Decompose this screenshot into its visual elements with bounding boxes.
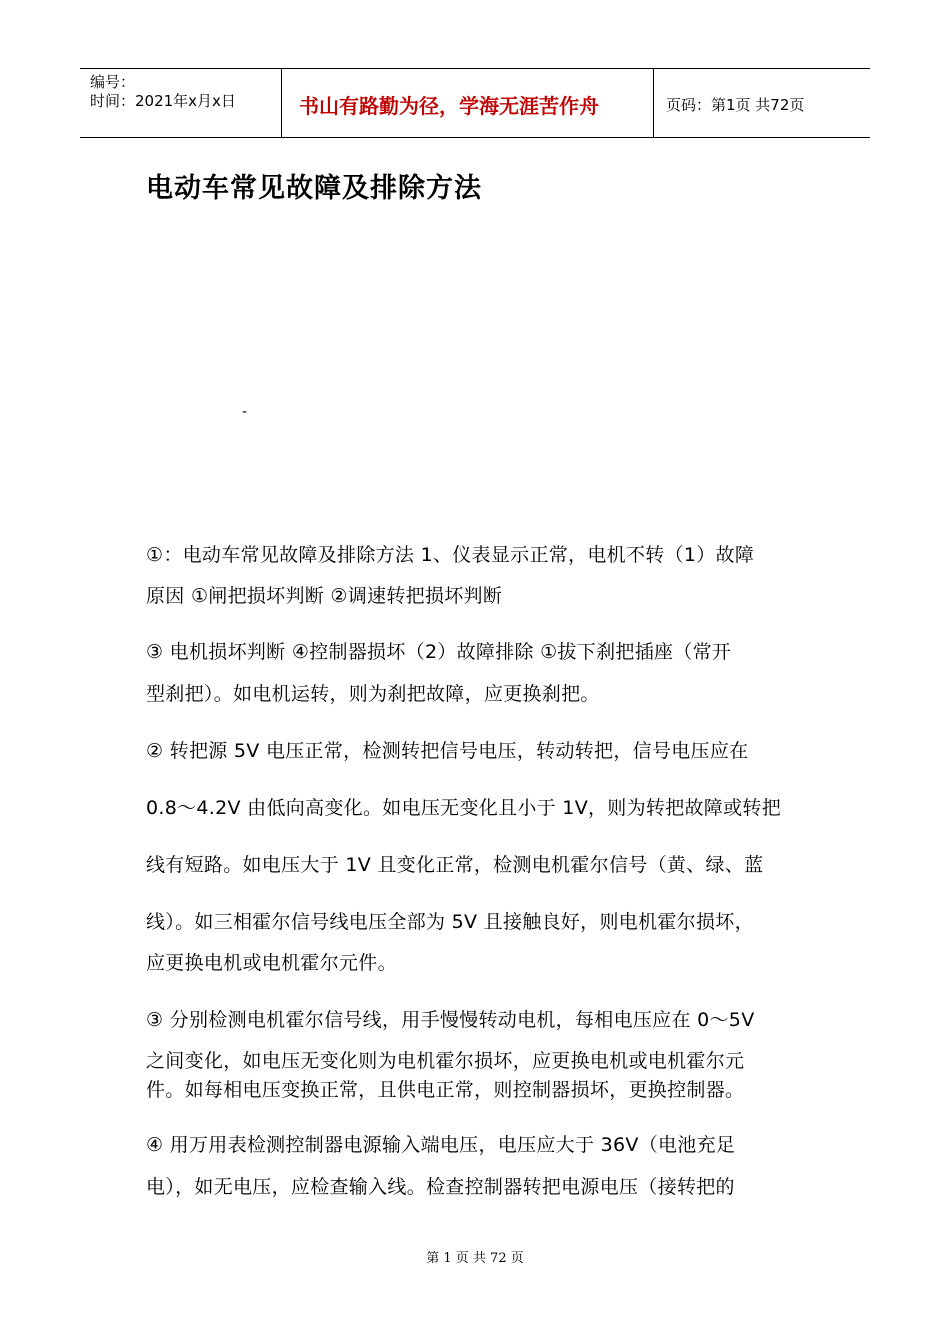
body-line: ③ 分别检测电机霍尔信号线，用手慢慢转动电机，每相电压应在 0～5V	[146, 1009, 755, 1031]
body-line: 应更换电机或电机霍尔元件。	[146, 952, 397, 974]
header-meta	[80, 69, 282, 137]
body-line: 原因 ①闸把损坏判断 ②调速转把损坏判断	[146, 585, 503, 607]
body-line: 件。如每相电压变换正常，且供电正常，则控制器损坏，更换控制器。	[146, 1079, 745, 1101]
header-motto: 书山有路勤为径，学海无涯苦作舟	[282, 69, 654, 137]
body-line: 之间变化，如电压无变化则为电机霍尔损坏，应更换电机或电机霍尔元	[146, 1050, 745, 1072]
body-line: ①：电动车常见故障及排除方法 1、仪表显示正常，电机不转（1）故障	[146, 544, 755, 566]
page-footer: 第 1 页 共 72 页	[426, 1251, 524, 1266]
body-line: 线有短路。如电压大于 1V 且变化正常，检测电机霍尔信号（黄、绿、蓝	[146, 854, 764, 876]
header-page-info: 页码：第1页 共72页	[666, 95, 805, 114]
body-line: ③ 电机损坏判断 ④控制器损坏（2）故障排除 ①拔下刹把插座（常开	[146, 641, 732, 663]
header-table	[80, 68, 870, 138]
body-line: 线）。如三相霍尔信号线电压全部为 5V 且接触良好，则电机霍尔损坏，	[146, 911, 754, 933]
body-line: 0.8～4.2V 由低向高变化。如电压无变化且小于 1V，则为转把故障或转把	[146, 797, 781, 819]
body-line: 电），如无电压，应检查输入线。检查控制器转把电源电压（接转把的	[146, 1176, 735, 1198]
time-label: 时间：2021年x月x日	[90, 92, 236, 110]
separator-dash: -	[242, 404, 248, 420]
document-title: 电动车常见故障及排除方法	[146, 173, 482, 204]
number-label: 编号：	[90, 73, 136, 91]
body-line: ② 转把源 5V 电压正常，检测转把信号电压，转动转把，信号电压应在	[146, 740, 749, 762]
body-line: ④ 用万用表检测控制器电源输入端电压，电压应大于 36V（电池充足	[146, 1134, 736, 1156]
body-line: 型刹把）。如电机运转，则为刹把故障，应更换刹把。	[146, 683, 600, 705]
